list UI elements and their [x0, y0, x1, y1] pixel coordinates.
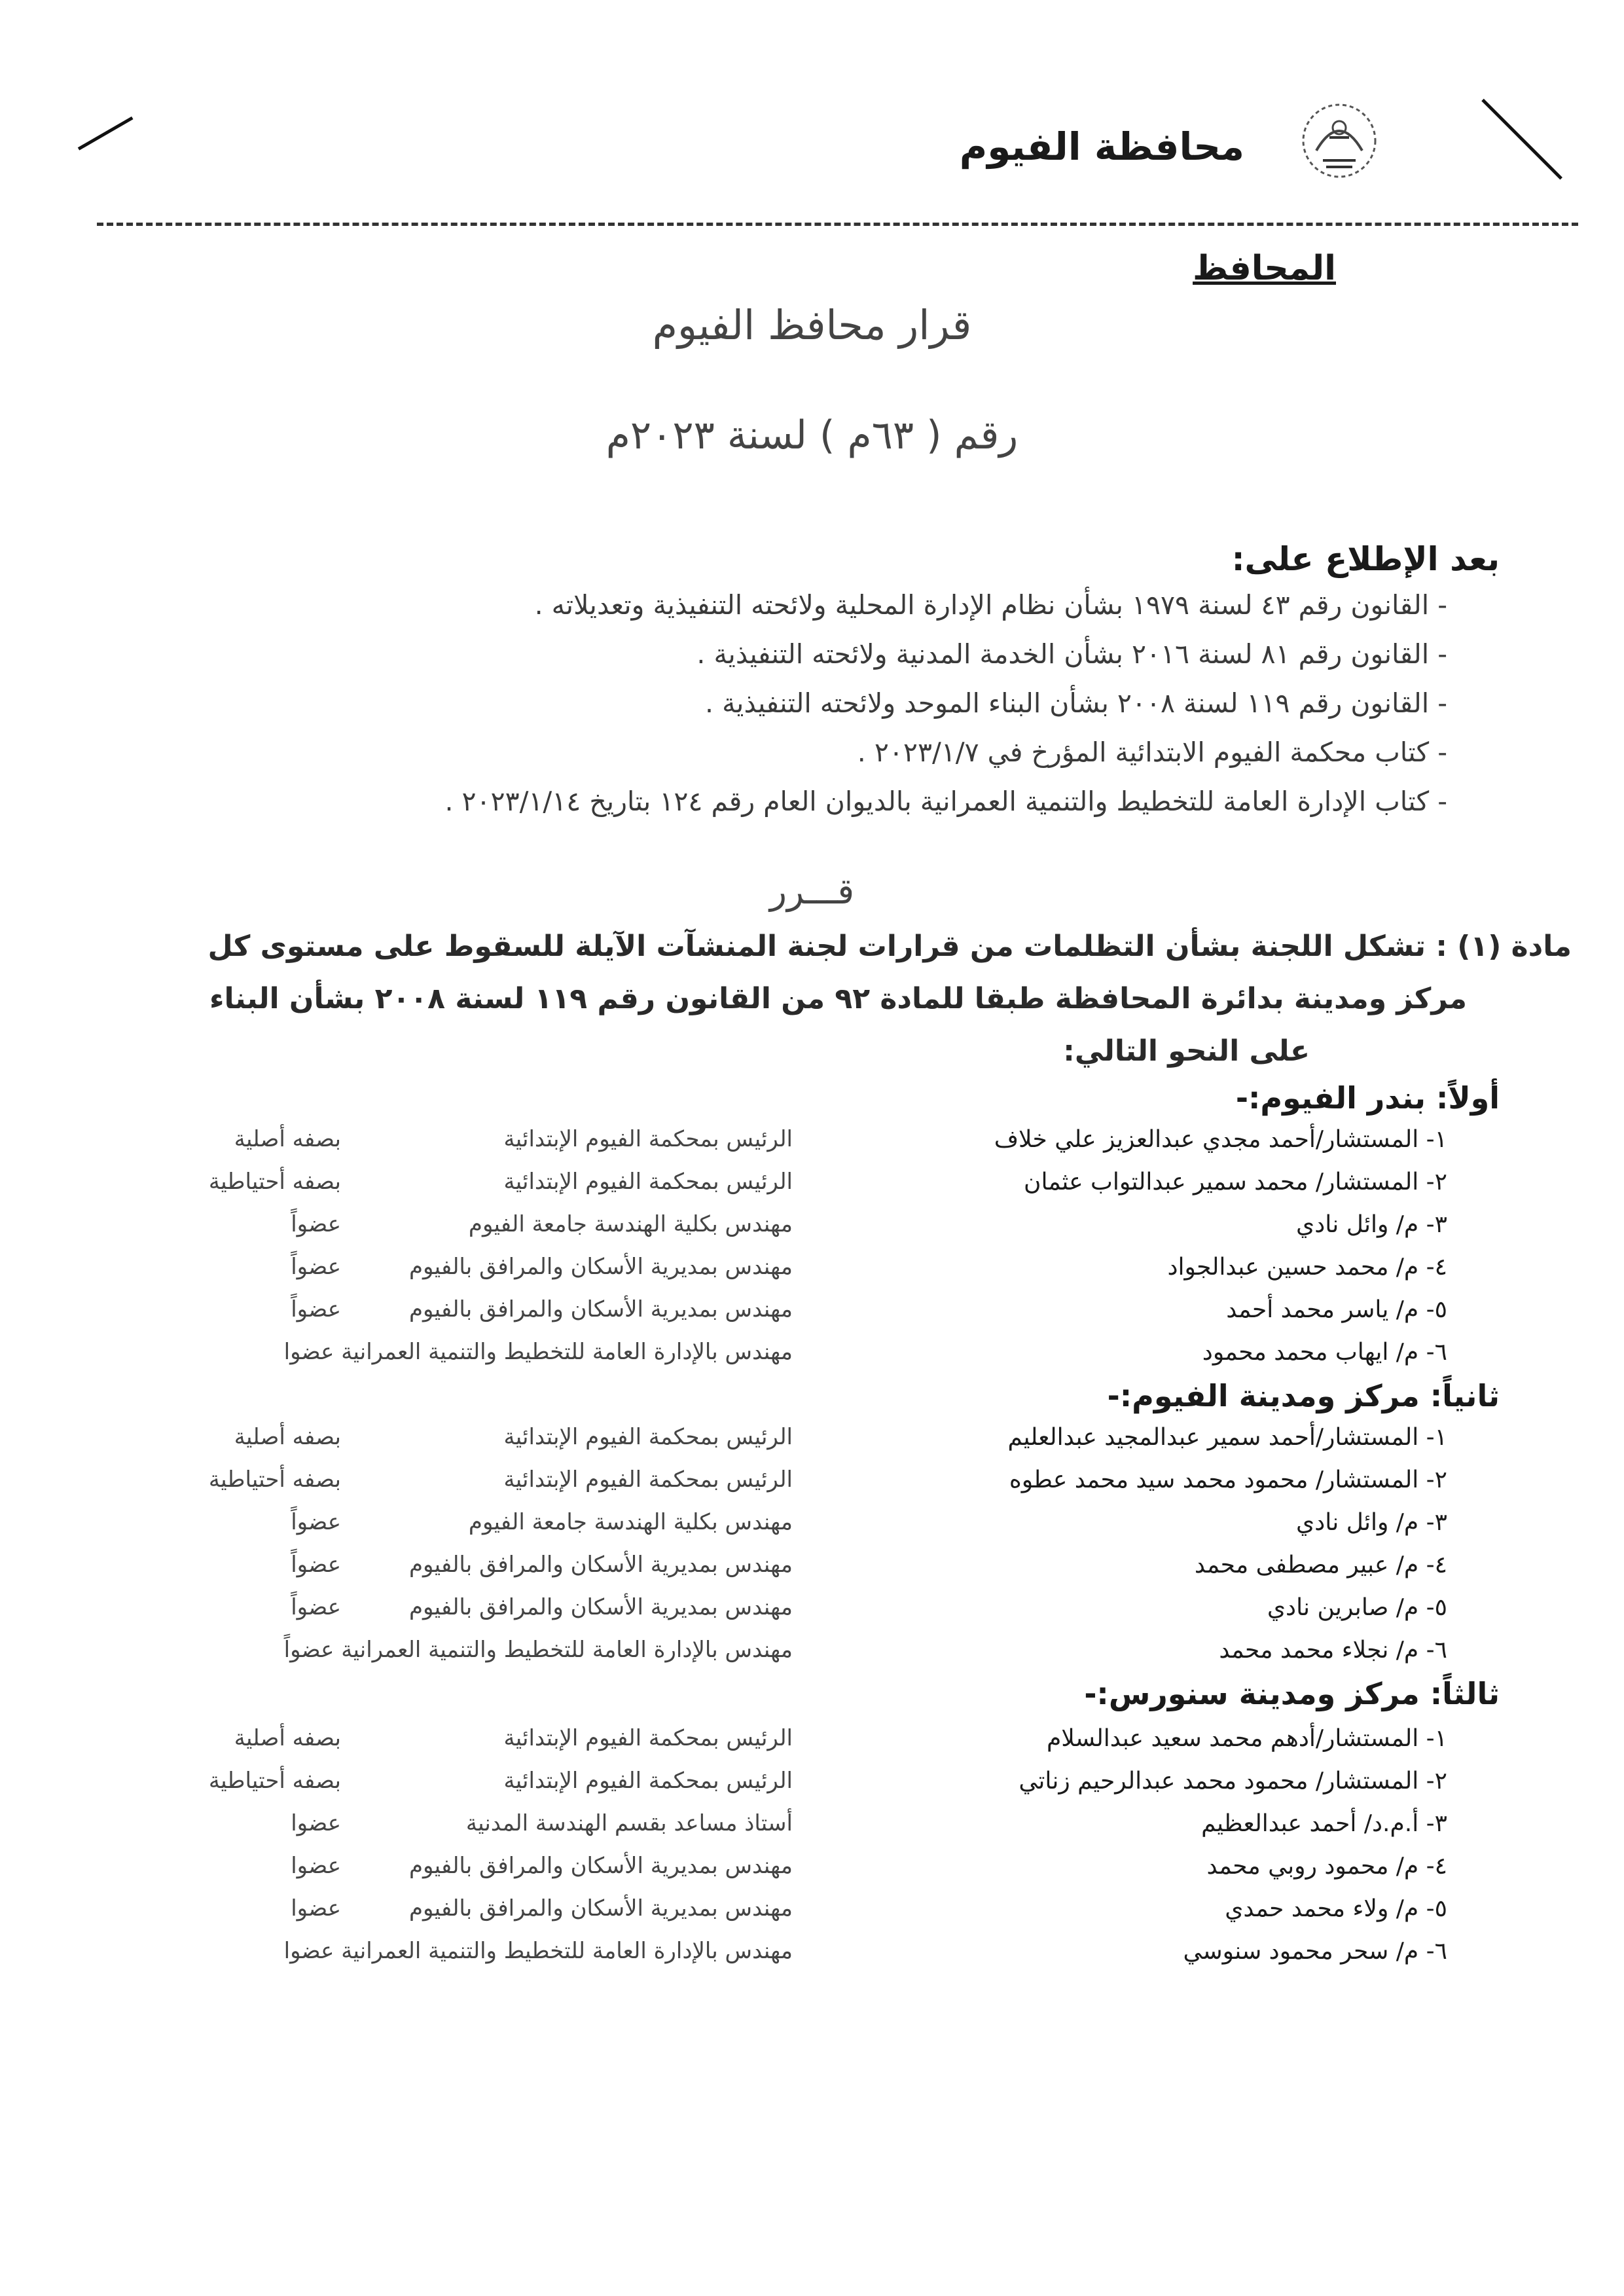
member-name: ٢- المستشار/ محمد سمير عبدالتواب عثمان	[1024, 1169, 1447, 1195]
article-line: على النحو التالي:	[1063, 1034, 1310, 1068]
article-line: مادة (١) : تشكل اللجنة بشأن التظلمات من قرارات لجنة المنشآت الآيلة للسقوط على مستوى كل	[208, 930, 1572, 963]
member-name: ٤- م/ عبير مصطفى محمد	[1194, 1552, 1447, 1578]
member-role: أستاذ مساعد بقسم الهندسة المدنية	[465, 1810, 793, 1836]
member-name: ٦- م/ سحر محمود سنوسي	[1183, 1938, 1447, 1965]
member-role: مهندس بمديرية الأسكان والمرافق بالفيوم	[409, 1594, 793, 1620]
member-name: ٢- المستشار/ محمود محمد سيد محمد عطوه	[1009, 1467, 1447, 1493]
member-role: مهندس بالإدارة العامة للتخطيط والتنمية العمرانية عضوا	[283, 1938, 793, 1964]
preamble-item: - كتاب الإدارة العامة للتخطيط والتنمية العمرانية بالديوان العام رقم ١٢٤ بتاريخ ٢٠٢٣/١/١٤ .	[444, 786, 1447, 817]
member-name: ١- المستشار/أحمد مجدي عبدالعزيز علي خلاف	[994, 1126, 1447, 1153]
decree-number: رقم ( ٦٣م ) لسنة ٢٠٢٣م	[605, 412, 1019, 458]
member-role: الرئيس بمحكمة الفيوم الإبتدائية	[503, 1467, 793, 1493]
preamble-item: - القانون رقم ٤٣ لسنة ١٩٧٩ بشأن نظام الإدارة المحلية ولائحته التنفيذية وتعديلاته .	[534, 589, 1447, 621]
scan-mark-right	[1481, 99, 1562, 180]
member-capacity: عضوا	[291, 1853, 341, 1879]
member-capacity: بصفه أصلية	[234, 1424, 341, 1450]
scan-mark-left	[78, 117, 134, 151]
member-capacity: عضواً	[291, 1509, 341, 1535]
section-heading: ثانياً: مركز ومدينة الفيوم:-	[1107, 1378, 1500, 1413]
member-capacity: عضواً	[291, 1254, 341, 1280]
member-name: ٣- م/ وائل نادي	[1296, 1211, 1447, 1238]
decree-title: قرار محافظ الفيوم	[652, 301, 972, 349]
member-name: ٤- م/ محمود روبي محمد	[1206, 1853, 1447, 1880]
member-name: ١- المستشار/أدهم محمد سعيد عبدالسلام	[1046, 1725, 1447, 1752]
governorate-seal-icon	[1297, 98, 1382, 183]
member-role: الرئيس بمحكمة الفيوم الإبتدائية	[503, 1126, 793, 1152]
article-line: مركز ومدينة بدائرة المحافظة طبقا للمادة ٩٢ من القانون رقم ١١٩ لسنة ٢٠٠٨ بشأن البناء	[209, 982, 1467, 1015]
member-name: ٥- م/ صابرين نادي	[1267, 1594, 1447, 1621]
preamble-item: - القانون رقم ٨١ لسنة ٢٠١٦ بشأن الخدمة المدنية ولائحته التنفيذية .	[696, 638, 1447, 670]
office-label: المحافظ	[1193, 249, 1336, 288]
member-name: ١- المستشار/أحمد سمير عبدالمجيد عبدالعليم	[1007, 1424, 1447, 1451]
member-role: الرئيس بمحكمة الفيوم الإبتدائية	[503, 1169, 793, 1195]
member-name: ٦- م/ ايهاب محمد محمود	[1202, 1339, 1447, 1366]
member-name: ٣- أ.م.د/ أحمد عبدالعظيم	[1201, 1810, 1447, 1837]
member-name: ٢- المستشار/ محمود محمد عبدالرحيم زناتي	[1019, 1768, 1447, 1795]
member-role: مهندس بكلية الهندسة جامعة الفيوم	[468, 1211, 793, 1237]
member-role: مهندس بمديرية الأسكان والمرافق بالفيوم	[409, 1853, 793, 1879]
member-role: مهندس بالإدارة العامة للتخطيط والتنمية العمرانية عضوا	[283, 1339, 793, 1365]
member-capacity: بصفه أحتياطية	[208, 1467, 341, 1493]
preamble-heading: بعد الإطلاع على:	[1231, 540, 1500, 578]
member-capacity: بصفه أصلية	[234, 1725, 341, 1751]
section-heading: ثالثاً: مركز ومدينة سنورس:-	[1084, 1676, 1500, 1711]
preamble-item: - كتاب محكمة الفيوم الابتدائية المؤرخ في ٢٠٢٣/١/٧ .	[857, 737, 1447, 768]
member-role: مهندس بالإدارة العامة للتخطيط والتنمية العمرانية عضواً	[283, 1637, 793, 1663]
member-capacity: عضوا	[291, 1895, 341, 1922]
member-role: مهندس بمديرية الأسكان والمرافق بالفيوم	[409, 1895, 793, 1922]
member-name: ٥- م/ ياسر محمد أحمد	[1226, 1296, 1447, 1323]
member-name: ٤- م/ محمد حسين عبدالجواد	[1167, 1254, 1447, 1281]
member-role: الرئيس بمحكمة الفيوم الإبتدائية	[503, 1725, 793, 1751]
member-capacity: عضواً	[291, 1211, 341, 1237]
member-capacity: بصفه أحتياطية	[208, 1169, 341, 1195]
member-role: مهندس بمديرية الأسكان والمرافق بالفيوم	[409, 1254, 793, 1280]
governorate-name: محافظة الفيوم	[959, 124, 1244, 169]
member-capacity: عضواً	[291, 1296, 341, 1322]
member-capacity: بصفه أصلية	[234, 1126, 341, 1152]
member-role: الرئيس بمحكمة الفيوم الإبتدائية	[503, 1424, 793, 1450]
member-capacity: عضواً	[291, 1594, 341, 1620]
member-name: ٥- م/ ولاء محمد حمدي	[1225, 1895, 1447, 1922]
member-role: مهندس بكلية الهندسة جامعة الفيوم	[468, 1509, 793, 1535]
header-divider	[97, 223, 1578, 226]
member-name: ٦- م/ نجلاء محمد محمد	[1219, 1637, 1447, 1664]
member-capacity: عضوا	[291, 1810, 341, 1836]
member-capacity: بصفه أحتياطية	[208, 1768, 341, 1794]
member-role: مهندس بمديرية الأسكان والمرافق بالفيوم	[409, 1296, 793, 1322]
member-role: مهندس بمديرية الأسكان والمرافق بالفيوم	[409, 1552, 793, 1578]
member-capacity: عضواً	[291, 1552, 341, 1578]
preamble-item: - القانون رقم ١١٩ لسنة ٢٠٠٨ بشأن البناء الموحد ولائحته التنفيذية .	[705, 687, 1447, 719]
member-name: ٣- م/ وائل نادي	[1296, 1509, 1447, 1536]
section-heading: أولاً: بندر الفيوم:-	[1235, 1080, 1500, 1116]
member-role: الرئيس بمحكمة الفيوم الإبتدائية	[503, 1768, 793, 1794]
decision-heading: قـــرر	[769, 871, 855, 912]
